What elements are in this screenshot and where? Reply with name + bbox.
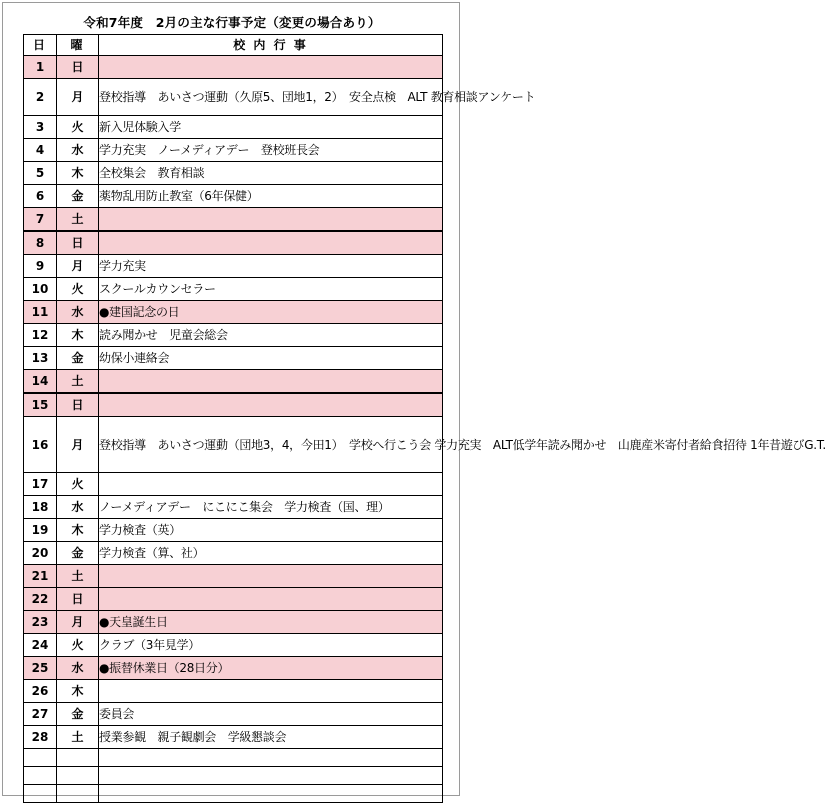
table-row xyxy=(24,56,443,79)
events-cell: 登校指導 あいさつ運動（団地3，4，今田1） 学校へ行こう会 学力充実 ALT低学年読み聞かせ 山鹿産米寄付者給食招待 1年昔遊びG.T. xyxy=(99,417,443,473)
header-day: 日 xyxy=(24,35,57,56)
events-cell: ●振替休業日（28日分） xyxy=(99,657,443,680)
blank-row xyxy=(24,767,443,785)
blank-row xyxy=(24,785,443,803)
header-row xyxy=(24,35,443,56)
day-cell: 25 xyxy=(24,657,57,680)
day-cell: 1 xyxy=(24,56,57,79)
weekday-cell: 日 xyxy=(57,231,99,255)
events-cell: 全校集会 教育相談 xyxy=(99,162,443,185)
table-row xyxy=(24,139,443,162)
day-cell: 11 xyxy=(24,301,57,324)
events-cell: 学力充実 ノーメディアデー 登校班長会 xyxy=(99,139,443,162)
table-row xyxy=(24,657,443,680)
table-row xyxy=(24,301,443,324)
weekday-cell: 土 xyxy=(57,370,99,394)
events-cell: ノーメディアデー にこにこ集会 学力検査（国、理） xyxy=(99,496,443,519)
table-row xyxy=(24,255,443,278)
blank-cell xyxy=(99,785,443,803)
table-row xyxy=(24,726,443,749)
day-cell: 6 xyxy=(24,185,57,208)
header-weekday: 曜 xyxy=(57,35,99,56)
table-row xyxy=(24,611,443,634)
blank-cell xyxy=(99,767,443,785)
day-cell: 28 xyxy=(24,726,57,749)
day-cell: 22 xyxy=(24,588,57,611)
table-row xyxy=(24,324,443,347)
weekday-cell: 火 xyxy=(57,116,99,139)
day-cell: 12 xyxy=(24,324,57,347)
weekday-cell: 水 xyxy=(57,496,99,519)
table-row xyxy=(24,393,443,417)
events-cell xyxy=(99,473,443,496)
table-row xyxy=(24,496,443,519)
table-row xyxy=(24,473,443,496)
blank-cell xyxy=(24,767,57,785)
table-row xyxy=(24,278,443,301)
events-cell: 登校指導 あいさつ運動（久原5、団地1，2） 安全点検 ALT 教育相談アンケート xyxy=(99,79,443,116)
table-row xyxy=(24,588,443,611)
day-cell: 9 xyxy=(24,255,57,278)
table-row xyxy=(24,703,443,726)
events-cell: 学力充実 xyxy=(99,255,443,278)
day-cell: 23 xyxy=(24,611,57,634)
day-cell: 21 xyxy=(24,565,57,588)
weekday-cell: 水 xyxy=(57,657,99,680)
events-cell: 薬物乱用防止教室（6年保健） xyxy=(99,185,443,208)
day-cell: 2 xyxy=(24,79,57,116)
events-cell xyxy=(99,680,443,703)
events-cell: 委員会 xyxy=(99,703,443,726)
day-cell: 19 xyxy=(24,519,57,542)
events-cell: 授業参観 親子観劇会 学級懇談会 xyxy=(99,726,443,749)
weekday-cell: 火 xyxy=(57,473,99,496)
day-cell: 18 xyxy=(24,496,57,519)
events-cell: 学力検査（英） xyxy=(99,519,443,542)
events-cell xyxy=(99,231,443,255)
table-row xyxy=(24,417,443,473)
table-row xyxy=(24,370,443,394)
weekday-cell: 月 xyxy=(57,79,99,116)
blank-cell xyxy=(57,767,99,785)
table-row xyxy=(24,162,443,185)
weekday-cell: 月 xyxy=(57,611,99,634)
events-cell: クラブ（3年見学） xyxy=(99,634,443,657)
events-cell: ●天皇誕生日 xyxy=(99,611,443,634)
weekday-cell: 土 xyxy=(57,726,99,749)
day-cell: 7 xyxy=(24,208,57,232)
day-cell: 24 xyxy=(24,634,57,657)
table-row xyxy=(24,79,443,116)
table-row xyxy=(24,519,443,542)
blank-cell xyxy=(24,749,57,767)
events-cell: スクールカウンセラー xyxy=(99,278,443,301)
table-row xyxy=(24,680,443,703)
day-cell: 8 xyxy=(24,231,57,255)
table-row xyxy=(24,565,443,588)
events-cell: ●建国記念の日 xyxy=(99,301,443,324)
events-cell xyxy=(99,370,443,394)
weekday-cell: 木 xyxy=(57,324,99,347)
table-row xyxy=(24,542,443,565)
day-cell: 5 xyxy=(24,162,57,185)
day-cell: 4 xyxy=(24,139,57,162)
day-cell: 17 xyxy=(24,473,57,496)
weekday-cell: 木 xyxy=(57,162,99,185)
weekday-cell: 木 xyxy=(57,680,99,703)
weekday-cell: 水 xyxy=(57,139,99,162)
day-cell: 3 xyxy=(24,116,57,139)
table-row xyxy=(24,231,443,255)
day-cell: 14 xyxy=(24,370,57,394)
weekday-cell: 水 xyxy=(57,301,99,324)
weekday-cell: 金 xyxy=(57,542,99,565)
day-cell: 16 xyxy=(24,417,57,473)
blank-cell xyxy=(99,749,443,767)
schedule-body xyxy=(24,56,826,803)
events-cell: 学力検査（算、社） xyxy=(99,542,443,565)
weekday-cell: 日 xyxy=(57,56,99,79)
table-row xyxy=(24,208,443,232)
table-row xyxy=(24,634,443,657)
weekday-cell: 金 xyxy=(57,185,99,208)
blank-cell xyxy=(57,749,99,767)
table-row xyxy=(24,116,443,139)
blank-cell xyxy=(24,785,57,803)
weekday-cell: 金 xyxy=(57,703,99,726)
day-cell: 26 xyxy=(24,680,57,703)
page-title: 令和7年度 2月の主な行事予定（変更の場合あり） xyxy=(83,15,381,30)
events-cell xyxy=(99,588,443,611)
day-cell: 10 xyxy=(24,278,57,301)
weekday-cell: 日 xyxy=(57,588,99,611)
table-row xyxy=(24,185,443,208)
weekday-cell: 日 xyxy=(57,393,99,417)
weekday-cell: 火 xyxy=(57,634,99,657)
events-cell: 幼保小連絡会 xyxy=(99,347,443,370)
weekday-cell: 月 xyxy=(57,255,99,278)
events-cell xyxy=(99,393,443,417)
weekday-cell: 月 xyxy=(57,417,99,473)
events-cell xyxy=(99,208,443,232)
weekday-cell: 土 xyxy=(57,208,99,232)
header-events: 校 内 行 事 xyxy=(99,35,443,56)
day-cell: 27 xyxy=(24,703,57,726)
blank-cell xyxy=(57,785,99,803)
day-cell: 13 xyxy=(24,347,57,370)
events-cell: 新入児体験入学 xyxy=(99,116,443,139)
weekday-cell: 火 xyxy=(57,278,99,301)
events-cell: 読み聞かせ 児童会総会 xyxy=(99,324,443,347)
weekday-cell: 金 xyxy=(57,347,99,370)
blank-row xyxy=(24,749,443,767)
day-cell: 20 xyxy=(24,542,57,565)
weekday-cell: 木 xyxy=(57,519,99,542)
weekday-cell: 土 xyxy=(57,565,99,588)
events-cell xyxy=(99,565,443,588)
events-cell xyxy=(99,56,443,79)
table-row xyxy=(24,347,443,370)
day-cell: 15 xyxy=(24,393,57,417)
schedule-table xyxy=(23,34,826,803)
